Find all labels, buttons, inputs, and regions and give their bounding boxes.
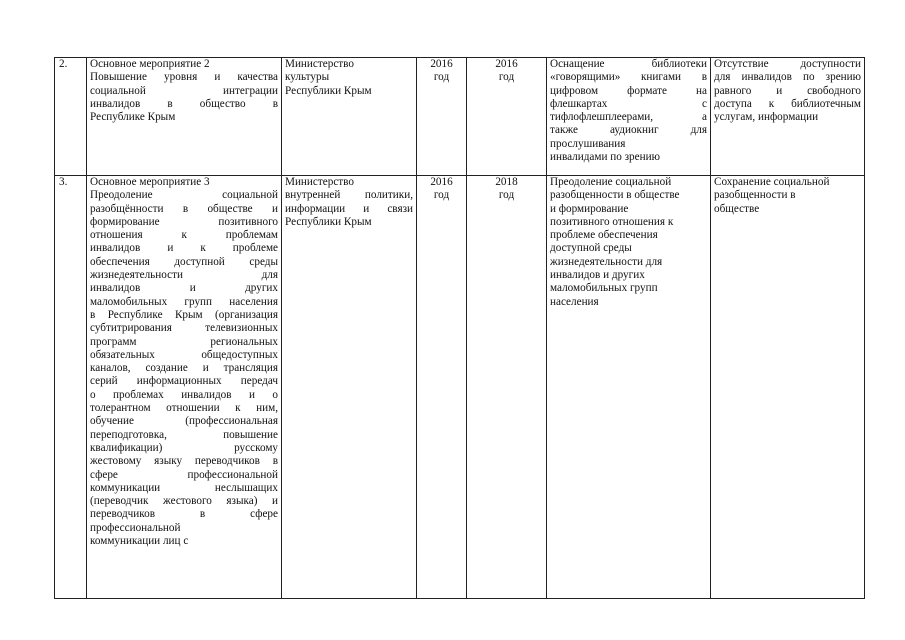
expected-result-line: позитивного отношения к	[550, 215, 674, 228]
activity-title: Основное мероприятие 2	[90, 58, 210, 70]
row-number: 2.	[55, 58, 87, 176]
activity-description-line: переподготовка, повышение	[90, 428, 278, 441]
responsible-executor	[282, 58, 417, 176]
non-implementation-consequence-line: разобщенности в	[714, 189, 796, 202]
expected-result-line: цифровом формате на	[550, 84, 707, 97]
expected-result-line: разобщенности в обществе	[550, 189, 680, 202]
activity-description-line: Преодоление социальной	[90, 189, 278, 202]
activity-description-line: обеспечения доступной среды	[90, 255, 278, 268]
activity-description-line: Республике Крым	[90, 111, 176, 124]
activity-description-line: отношения к проблемам	[90, 229, 278, 242]
expected-result-line: Оснащение библиотеки	[550, 58, 707, 70]
start-year-line: 2016	[430, 176, 453, 188]
end-year	[467, 176, 547, 599]
activity-description-line: переводчиков в сфере	[90, 508, 278, 521]
expected-result-line: жизнедеятельности для	[550, 255, 663, 268]
end-year-line: год	[498, 189, 515, 202]
activity-description-line: о проблемах инвалидов и о	[90, 388, 278, 401]
activity-description-line: инвалидов и к проблеме	[90, 242, 278, 255]
responsible-executor	[282, 176, 417, 599]
responsible-executor-line: Республики Крым	[285, 215, 372, 228]
expected-result-line: доступной среды	[550, 242, 632, 255]
expected-result-line: Преодоление социальной	[550, 176, 672, 188]
activity-description-line: коммуникации неслышащих	[90, 481, 278, 494]
activity-description-line: серий информационных передач	[90, 375, 278, 388]
activity-description-line: разобщённости в обществе и	[90, 202, 278, 215]
activity-description-line: Повышение уровня и качества	[90, 71, 278, 84]
non-implementation-consequence	[711, 176, 865, 599]
activity-description-line: в Республике Крым (организация	[90, 308, 278, 321]
activity-description-line: инвалидов в общество в	[90, 97, 278, 110]
activity-description-line: маломобильных групп населения	[90, 295, 278, 308]
start-year-line: год	[433, 71, 450, 84]
activity-description-line: социальной интеграции	[90, 84, 278, 97]
responsible-executor-line: информации и связи	[285, 202, 413, 215]
expected-result	[547, 176, 711, 599]
activity-description-line: сфере профессиональной	[90, 468, 278, 481]
table-row	[55, 176, 865, 599]
non-implementation-consequence-line: для инвалидов по зрению	[714, 71, 861, 84]
activity-description-line: программ региональных	[90, 335, 278, 348]
expected-result-line: населения	[550, 295, 599, 308]
activity-description-line: (переводчик жестового языка) и	[90, 495, 278, 508]
end-year	[467, 58, 547, 176]
activity-description-line: жестовому языку переводчиков в	[90, 455, 278, 468]
non-implementation-consequence-line: услугам, информации	[714, 111, 819, 124]
responsible-executor-line: Министерство	[285, 176, 354, 188]
expected-result-line: проблеме обеспечения	[550, 229, 658, 242]
expected-result-line: инвалидами по зрению	[550, 151, 660, 164]
table-row	[55, 58, 865, 176]
start-year-line: год	[433, 189, 450, 202]
start-year	[417, 58, 467, 176]
table-body	[55, 58, 865, 599]
expected-result-line: тифлофлешплеерами, а	[550, 111, 707, 124]
end-year-line: 2018	[495, 176, 518, 188]
responsible-executor-line: внутренней политики,	[285, 189, 413, 202]
activity-description-line: формирование позитивного	[90, 215, 278, 228]
activity-description-line: субтитрирования телевизионных	[90, 322, 278, 335]
start-year-line: 2016	[430, 58, 453, 70]
activity-description	[87, 176, 282, 599]
non-implementation-consequence	[711, 58, 865, 176]
activity-title: Основное мероприятие 3	[90, 176, 210, 188]
expected-result-line: инвалидов и других	[550, 269, 645, 282]
end-year-line: 2016	[495, 58, 518, 70]
expected-result-line: прослушивания	[550, 137, 626, 150]
non-implementation-consequence-line: доступа к библиотечным	[714, 97, 861, 110]
program-activities-table	[54, 57, 865, 599]
non-implementation-consequence-line: Отсутствие доступности	[714, 58, 861, 70]
end-year-line: год	[498, 71, 515, 84]
activity-description-line: жизнедеятельности для	[90, 269, 278, 282]
responsible-executor-line: Республики Крым	[285, 84, 372, 97]
activity-description-line: профессиональной	[90, 521, 181, 534]
activity-description	[87, 58, 282, 176]
expected-result-line: также аудиокниг для	[550, 124, 707, 137]
non-implementation-consequence-line: обществе	[714, 202, 760, 215]
expected-result-line: маломобильных групп	[550, 282, 658, 295]
expected-result-line: и формирование	[550, 202, 629, 215]
start-year	[417, 176, 467, 599]
activity-description-line: толерантном отношении к ним,	[90, 402, 278, 415]
activity-description-line: коммуникации лиц с	[90, 535, 189, 548]
expected-result-line: «говорящими» книгами в	[550, 71, 707, 84]
activity-description-line: обучение (профессиональная	[90, 415, 278, 428]
non-implementation-consequence-line: Сохранение социальной	[714, 176, 830, 188]
responsible-executor-line: культуры	[285, 71, 330, 84]
non-implementation-consequence-line: равного и свободного	[714, 84, 861, 97]
activity-description-line: каналов, создание и трансляция	[90, 362, 278, 375]
activity-description-line: инвалидов и других	[90, 282, 278, 295]
expected-result	[547, 58, 711, 176]
responsible-executor-line: Министерство	[285, 58, 354, 70]
row-number: 3.	[55, 176, 87, 599]
activity-description-line: квалификации) русскому	[90, 441, 278, 454]
expected-result-line: флешкартах с	[550, 97, 707, 110]
activity-description-line: обязательных общедоступных	[90, 348, 278, 361]
